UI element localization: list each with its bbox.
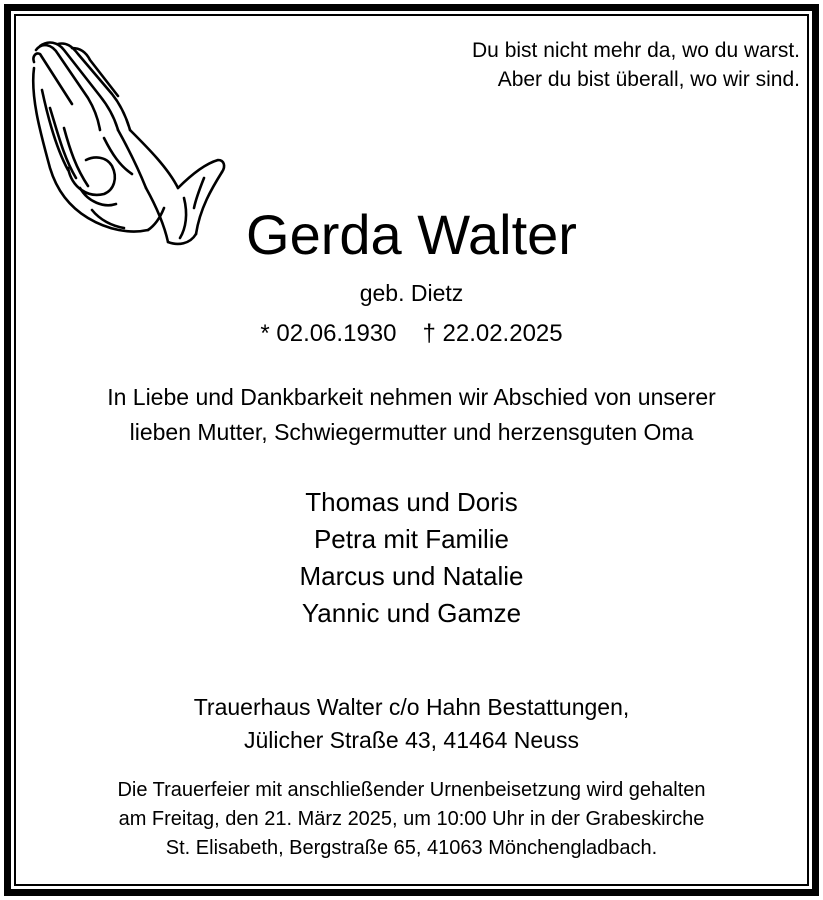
- farewell-line-1: In Liebe und Dankbarkeit nehmen wir Abschied von unserer: [107, 384, 716, 410]
- farewell-text: [0, 380, 823, 450]
- mourners-list: [0, 484, 823, 632]
- farewell-line-2: lieben Mutter, Schwiegermutter und herzensguten Oma: [129, 419, 694, 445]
- deceased-name: Gerda Walter: [246, 203, 577, 266]
- ceremony-line-3: St. Elisabeth, Bergstraße 65, 41063 Mönchengladbach.: [165, 837, 658, 859]
- ceremony-line-2: am Freitag, den 21. März 2025, um 10:00 Uhr in der Grabeskirche: [118, 808, 705, 830]
- quote-line-1: Du bist nicht mehr da, wo du warst.: [472, 39, 800, 62]
- death-date: † 22.02.2025: [422, 320, 563, 347]
- mourner-2: Petra mit Familie: [313, 524, 510, 554]
- ceremony-details: [0, 776, 823, 863]
- life-dates: [0, 318, 823, 350]
- maiden-name: geb. Dietz: [359, 280, 464, 306]
- address-line-2: Jülicher Straße 43, 41464 Neuss: [244, 727, 579, 753]
- mourner-1: Thomas und Doris: [305, 487, 518, 517]
- epitaph-quote: [360, 36, 800, 94]
- quote-line-2: Aber du bist überall, wo wir sind.: [497, 68, 800, 91]
- ceremony-line-1: Die Trauerfeier mit anschließender Urnenbeisetzung wird gehalten: [117, 779, 706, 801]
- mourner-4: Yannic und Gamze: [301, 598, 522, 628]
- mourning-house-address: [0, 691, 823, 757]
- birth-date: * 02.06.1930: [260, 320, 397, 347]
- mourner-3: Marcus und Natalie: [299, 561, 524, 591]
- address-line-1: Trauerhaus Walter c/o Hahn Bestattungen,: [193, 694, 630, 720]
